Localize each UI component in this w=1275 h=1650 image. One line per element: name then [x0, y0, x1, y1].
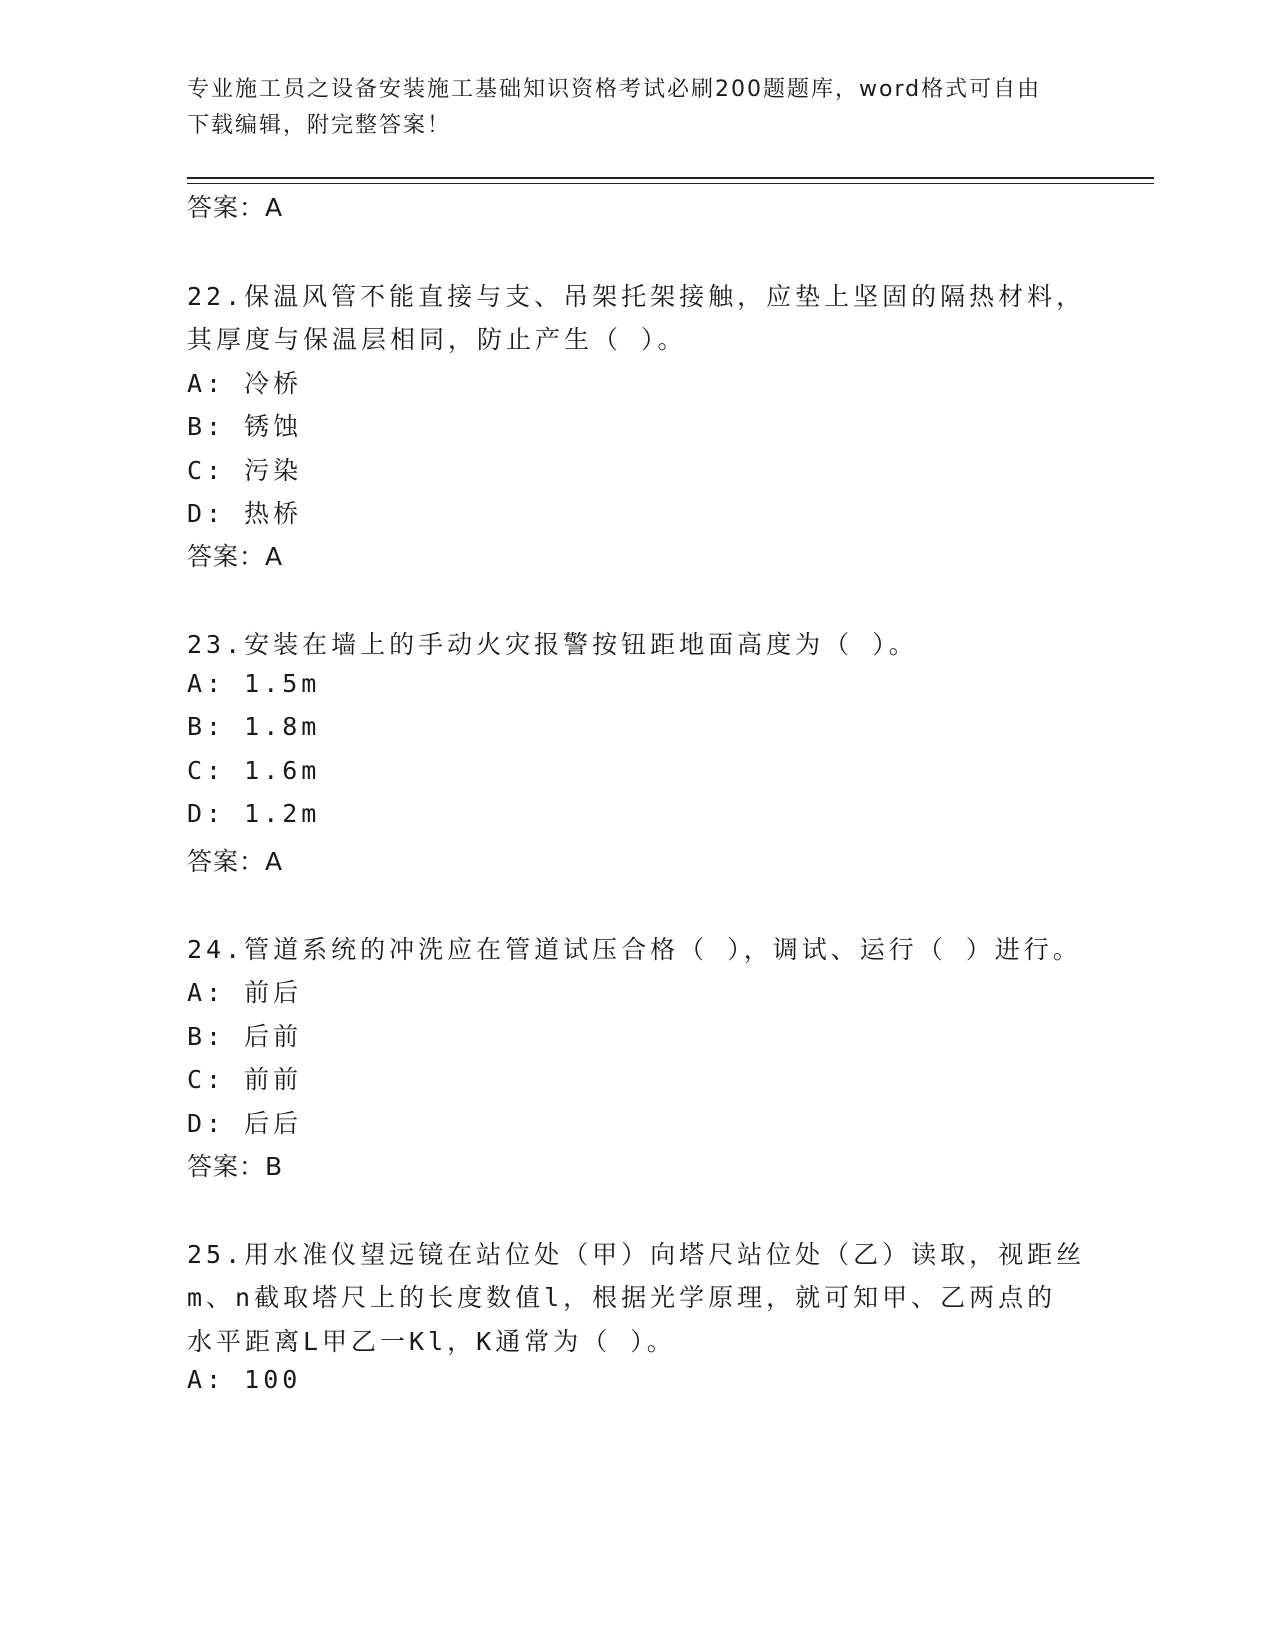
question-22-option-c: C: 污染 [187, 456, 303, 485]
question-22-stem-line-2: 其厚度与保温层相同，防止产生（ ）。 [187, 325, 687, 354]
header-divider-thin [187, 183, 1154, 184]
header-line-1: 专业施工员之设备安装施工基础知识资格考试必刷200题题库，word格式可自由 [187, 77, 1042, 102]
header-line-2: 下载编辑，附完整答案！ [187, 113, 452, 138]
question-24-option-b: B: 后前 [187, 1022, 303, 1051]
question-22-stem-line-1: 22.保温风管不能直接与支、吊架托架接触，应垫上坚固的隔热材料， [187, 282, 1086, 311]
question-22-option-b: B: 锈蚀 [187, 412, 303, 441]
question-24-option-c: C: 前前 [187, 1065, 303, 1094]
document-header [187, 72, 1087, 144]
header-divider-thick [187, 177, 1154, 179]
question-25-stem-line-1: 25.用水准仪望远镜在站位处（甲）向塔尺站位处（乙）读取，视距丝 [187, 1240, 1086, 1269]
answer-line: 答案：A [187, 193, 284, 222]
question-23-stem-line-1: 23.安装在墙上的手动火灾报警按钮距地面高度为（ ）。 [187, 630, 918, 659]
question-23-option-b: B: 1.8m [187, 712, 321, 741]
question-22-answer: 答案：A [187, 542, 284, 571]
question-25-stem-line-3: 水平距离L甲乙一Kl，K通常为（ ）。 [187, 1327, 676, 1356]
question-22-option-a: A: 冷桥 [187, 369, 303, 398]
question-24-stem-line-1: 24.管道系统的冲洗应在管道试压合格（ ），调试、运行（ ）进行。 [187, 935, 1082, 964]
question-23-option-c: C: 1.6m [187, 756, 321, 785]
question-23-answer: 答案：A [187, 847, 284, 876]
question-24-option-a: A: 前后 [187, 978, 303, 1007]
question-23-option-a: A: 1.5m [187, 669, 321, 698]
question-22-option-d: D: 热桥 [187, 499, 303, 528]
question-24-answer: 答案：B [187, 1152, 284, 1181]
question-24-option-d: D: 后后 [187, 1109, 303, 1138]
question-25-option-a: A: 100 [187, 1365, 302, 1394]
question-23-option-d: D: 1.2m [187, 799, 321, 828]
question-25-stem-line-2: m、n截取塔尺上的长度数值l，根据光学原理，就可知甲、乙两点的 [187, 1283, 1057, 1312]
